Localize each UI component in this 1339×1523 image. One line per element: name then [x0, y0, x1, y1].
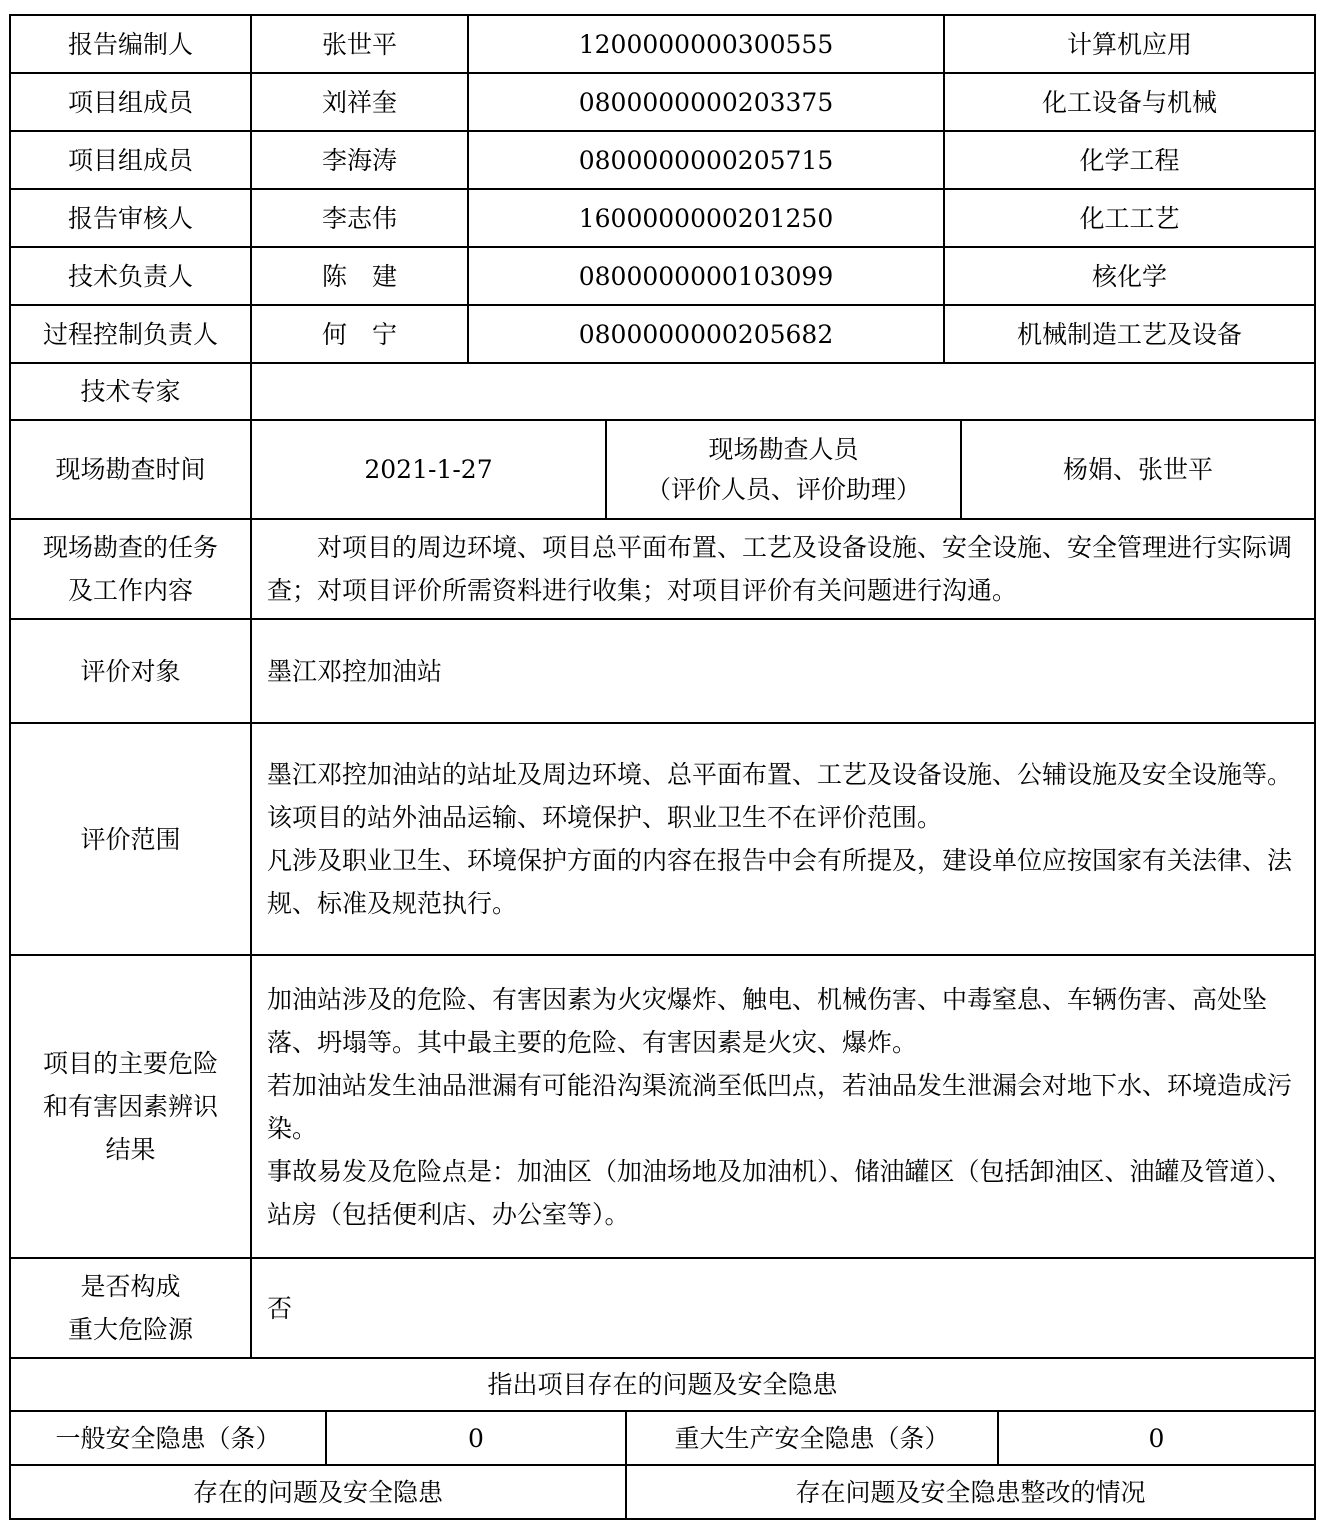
report-sheet [9, 14, 1314, 1520]
tech-expert-value [251, 363, 1315, 420]
scope-paragraph: 墨江邓控加油站的站址及周边环境、总平面布置、工艺及设备设施、公辅设施及安全设施等。 [267, 760, 1293, 789]
staff-row [10, 15, 1315, 73]
issues-title-row [10, 1358, 1315, 1411]
hazards-paragraph: 事故易发及危险点是：加油区（加油场地及加油机）、储油罐区（包括卸油区、油罐及管道）、站房（包括便利店、办公室等）。 [267, 1156, 1293, 1229]
hazards-label-line3: 结果 [105, 1135, 156, 1164]
issues-count-table [9, 1410, 1316, 1466]
staff-table [9, 14, 1316, 421]
staff-role: 过程控制负责人 [10, 305, 251, 363]
staff-major: 化工工艺 [944, 189, 1315, 247]
hazards-row [10, 955, 1315, 1258]
hazards-paragraph: 若加油站发生油品泄漏有可能沿沟渠流淌至低凹点，若油品发生泄漏会对地下水、环境造成污染。 [267, 1070, 1293, 1143]
scope-paragraph: 该项目的站外油品运输、环境保护、职业卫生不在评价范围。 [267, 803, 943, 832]
survey-time-value: 2021-1-27 [251, 420, 606, 519]
task-label-line2: 及工作内容 [67, 576, 193, 605]
hazards-text [251, 955, 1315, 1258]
staff-row [10, 305, 1315, 363]
staff-major: 化工设备与机械 [944, 73, 1315, 131]
staff-cert-number: 1200000000300555 [468, 15, 944, 73]
staff-major: 化学工程 [944, 131, 1315, 189]
issues-header-table [9, 1464, 1316, 1520]
survey-staff-value: 杨娟、张世平 [961, 420, 1315, 519]
staff-role: 项目组成员 [10, 73, 251, 131]
issues-column-header-right: 存在问题及安全隐患整改的情况 [626, 1465, 1315, 1519]
general-hazard-count: 0 [326, 1411, 626, 1465]
task-label [10, 519, 251, 619]
issues-column-header-left: 存在的问题及安全隐患 [10, 1465, 626, 1519]
major-source-label-line2: 重大危险源 [67, 1315, 193, 1344]
hazards-label-line1: 项目的主要危险 [42, 1049, 218, 1078]
staff-name: 李志伟 [251, 189, 468, 247]
major-source-label-line1: 是否构成 [80, 1272, 181, 1301]
staff-cert-number: 0800000000203375 [468, 73, 944, 131]
staff-name: 张世平 [251, 15, 468, 73]
staff-name: 何 宁 [251, 305, 468, 363]
hazards-label [10, 955, 251, 1258]
staff-name: 陈 建 [251, 247, 468, 305]
staff-role: 报告审核人 [10, 189, 251, 247]
scope-row [10, 723, 1315, 955]
task-label-line1: 现场勘查的任务 [42, 533, 218, 562]
major-hazard-count: 0 [998, 1411, 1315, 1465]
staff-role: 技术负责人 [10, 247, 251, 305]
survey-staff-label-line2: （评价人员、评价助理） [645, 474, 921, 504]
survey-staff-label [606, 420, 961, 519]
staff-major: 计算机应用 [944, 15, 1315, 73]
tech-expert-label: 技术专家 [10, 363, 251, 420]
staff-row [10, 189, 1315, 247]
tech-expert-row [10, 363, 1315, 420]
object-row [10, 619, 1315, 723]
staff-row [10, 131, 1315, 189]
major-source-label [10, 1258, 251, 1358]
staff-cert-number: 0800000000103099 [468, 247, 944, 305]
major-source-row [10, 1258, 1315, 1358]
staff-cert-number: 0800000000205715 [468, 131, 944, 189]
scope-paragraph: 凡涉及职业卫生、环境保护方面的内容在报告中会有所提及，建设单位应按国家有关法律、法规、标准及规范执行。 [267, 846, 1293, 918]
staff-major: 机械制造工艺及设备 [944, 305, 1315, 363]
staff-cert-number: 1600000000201250 [468, 189, 944, 247]
task-text: 对项目的周边环境、项目总平面布置、工艺及设备设施、安全设施、安全管理进行实际调查；对项目评价所需资料进行收集；对项目评价有关问题进行沟通。 [251, 519, 1315, 619]
task-row [10, 519, 1315, 619]
major-hazard-label: 重大生产安全隐患（条） [626, 1411, 998, 1465]
issues-title: 指出项目存在的问题及安全隐患 [10, 1358, 1315, 1411]
survey-time-label: 现场勘查时间 [10, 420, 251, 519]
staff-name: 李海涛 [251, 131, 468, 189]
scope-label: 评价范围 [10, 723, 251, 955]
staff-row [10, 73, 1315, 131]
content-table [9, 518, 1316, 1412]
survey-staff-label-line1: 现场勘查人员 [708, 434, 859, 464]
hazards-label-line2: 和有害因素辨识 [42, 1092, 218, 1121]
staff-cert-number: 0800000000205682 [468, 305, 944, 363]
survey-table [9, 419, 1316, 520]
staff-role: 报告编制人 [10, 15, 251, 73]
staff-row [10, 247, 1315, 305]
scope-text [251, 723, 1315, 955]
staff-role: 项目组成员 [10, 131, 251, 189]
staff-name: 刘祥奎 [251, 73, 468, 131]
object-value: 墨江邓控加油站 [251, 619, 1315, 723]
hazards-paragraph: 加油站涉及的危险、有害因素为火灾爆炸、触电、机械伤害、中毒窒息、车辆伤害、高处坠落、坍塌等。其中最主要的危险、有害因素是火灾、爆炸。 [267, 984, 1268, 1057]
general-hazard-label: 一般安全隐患（条） [10, 1411, 326, 1465]
object-label: 评价对象 [10, 619, 251, 723]
staff-major: 核化学 [944, 247, 1315, 305]
major-source-value: 否 [251, 1258, 1315, 1358]
